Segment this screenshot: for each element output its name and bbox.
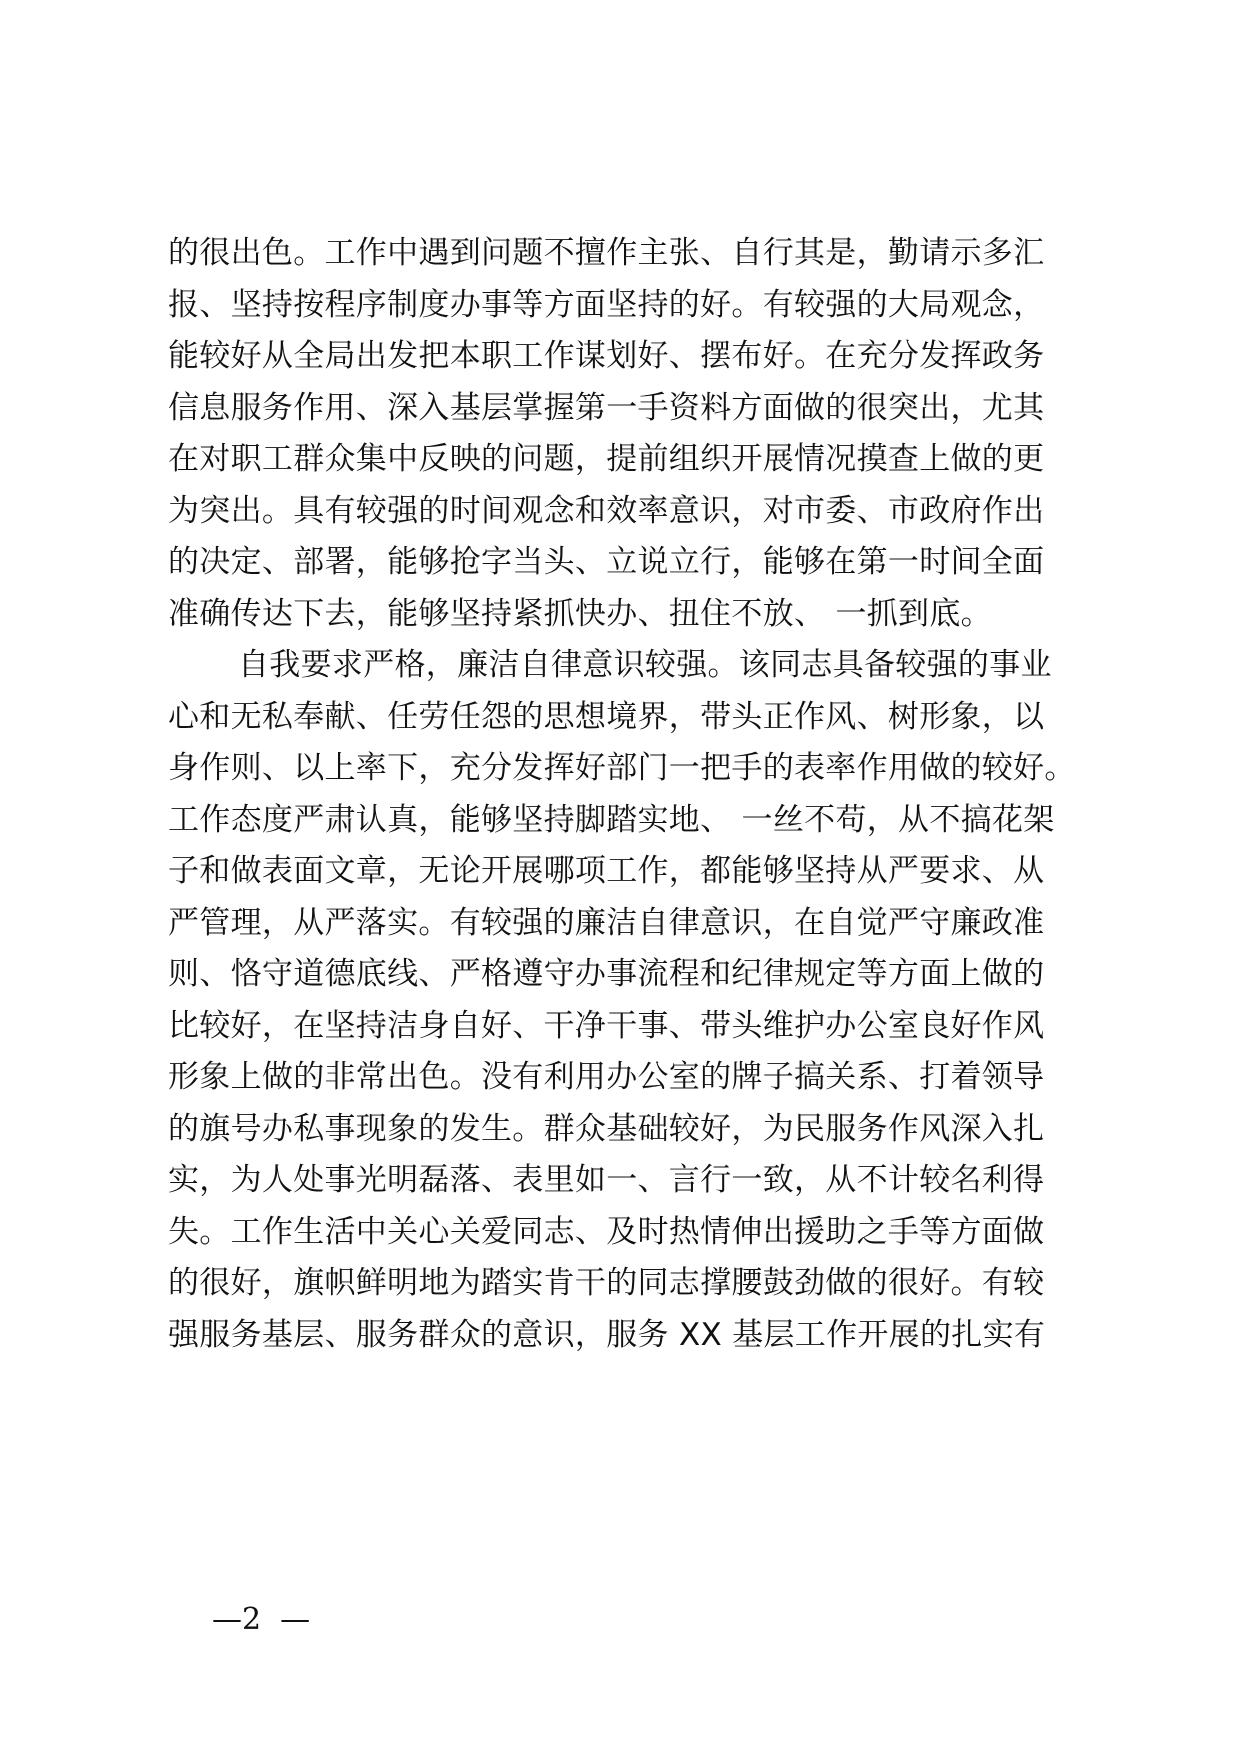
text-line: 失。工作生活中关心关爱同志、及时热情伸出援助之手等方面做 xyxy=(168,1213,1045,1250)
paragraph-start-line: 自我要求严格，廉洁自律意识较强。该同志具备较强的事业 xyxy=(238,647,1052,683)
text-line: 的旗号办私事现象的发生。群众基础较好，为民服务作风深入扎 xyxy=(168,1110,1045,1147)
text-line: 能较好从全局出发把本职工作谋划好、摆布好。在充分发挥政务 xyxy=(168,338,1045,374)
text-line: 严管理，从严落实。有较强的廉洁自律意识，在自觉严守廉政准 xyxy=(168,904,1045,941)
text-line: 的很出色。工作中遇到问题不擅作主张、自行其是，勤请示多汇 xyxy=(168,235,1045,271)
text-line: 形象上做的非常出色。没有利用办公室的牌子搞关系、打着领导 xyxy=(168,1059,1045,1095)
text-line: 比较好，在坚持洁身自好、干净干事、带头维护办公室良好作风 xyxy=(168,1007,1045,1044)
text-line: 准确传达下去，能够坚持紧抓快办、扭住不放、 一抓到底。 xyxy=(168,595,992,632)
page-number: —2 — xyxy=(212,1602,311,1637)
text-line: 报、坚持按程序制度办事等方面坚持的好。有较强的大局观念， xyxy=(168,286,1045,323)
text-line: 心和无私奉献、任劳任怨的思想境界，带头正作风、树形象，以 xyxy=(168,698,1045,735)
text-line: 工作态度严肃认真，能够坚持脚踏实地、 一丝不苟，从不搞花架 xyxy=(168,801,1055,838)
text-line: 强服务基层、服务群众的意识，服务 XX 基层工作开展的扎实有 xyxy=(168,1316,1046,1353)
text-line: 实，为人处事光明磊落、表里如一、言行一致，从不计较名利得 xyxy=(168,1162,1045,1198)
text-line: 的决定、部署，能够抢字当头、立说立行，能够在第一时间全面 xyxy=(168,544,1045,580)
text-line: 信息服务作用、深入基层掌握第一手资料方面做的很突出，尤其 xyxy=(168,389,1045,426)
text-line: 为突出。具有较强的时间观念和效率意识，对市委、市政府作出 xyxy=(168,492,1045,529)
body-text xyxy=(168,228,1088,1361)
text-line: 则、恪守道德底线、严格遵守办事流程和纪律规定等方面上做的 xyxy=(168,956,1045,992)
text-line: 子和做表面文章，无论开展哪项工作，都能够坚持从严要求、从 xyxy=(168,853,1045,889)
text-line: 在对职工群众集中反映的问题，提前组织开展情况摸查上做的更 xyxy=(168,441,1045,477)
text-line: 的很好，旗帜鲜明地为踏实肯干的同志撑腰鼓劲做的很好。有较 xyxy=(168,1265,1045,1301)
text-line: 身作则、以上率下，充分发挥好部门一把手的表率作用做的较好。 xyxy=(168,750,1076,786)
